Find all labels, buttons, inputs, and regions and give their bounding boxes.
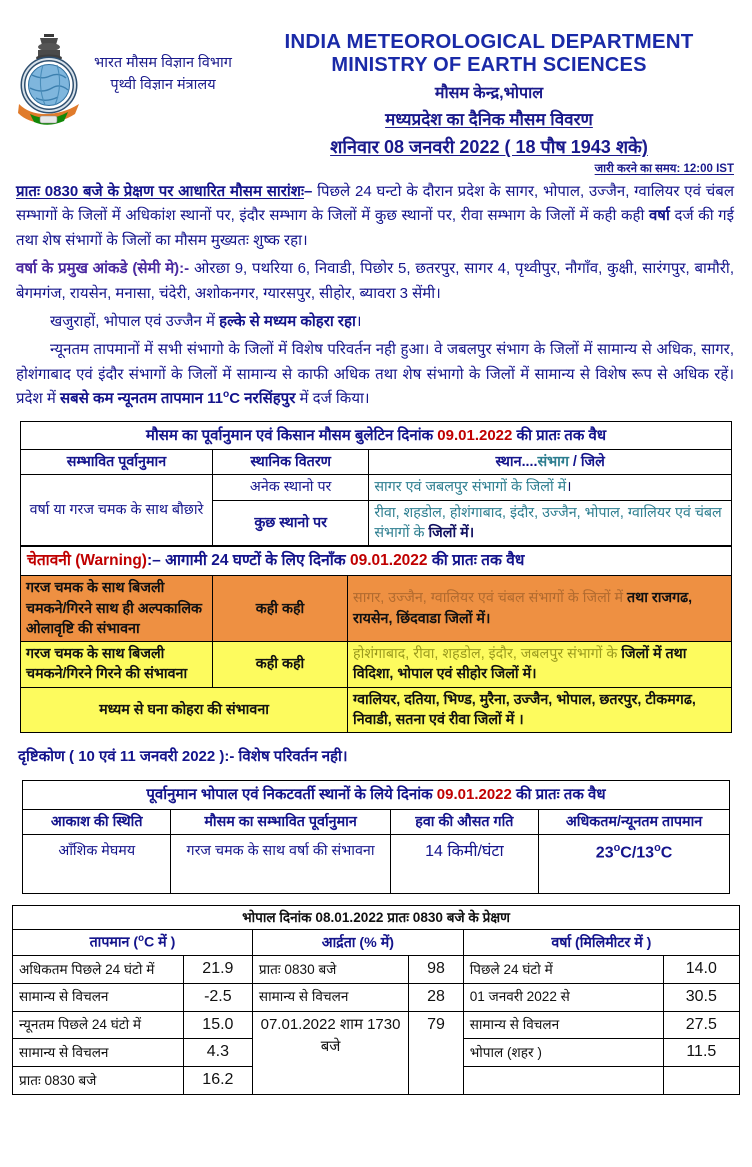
obs-rain-value-4: 11.5 — [663, 1039, 739, 1067]
bhopal-value-wind: 14 किमी/घंटा — [390, 834, 538, 893]
observations-title-row — [13, 905, 740, 929]
forecast-cell-spread-1: अनेक स्थानो पर — [212, 475, 368, 500]
obs-temp-value-1: 21.9 — [183, 956, 252, 984]
summary-bold-word: वर्षा — [648, 207, 670, 225]
observations-title — [13, 905, 740, 929]
weather-summary-label: प्रातः 0830 बजे के प्रेक्षण पर आधारित मौसम सारांशः — [16, 182, 304, 200]
obs-rain-value-1: 14.0 — [663, 956, 739, 984]
bhopal-forecast-title-row — [23, 781, 730, 809]
outlook-line — [0, 746, 752, 766]
bhopal-title-plain: पूर्वानुमान भोपाल एवं निकटवर्ती स्थानों के लिये दिनांक — [146, 786, 437, 804]
degree-sup-2: o — [654, 841, 661, 854]
obs-rain-value-3: 27.5 — [663, 1011, 739, 1039]
forecast-cell-places-2 — [369, 500, 732, 546]
obs-group-humidity: आर्द्रता (% में) — [252, 930, 463, 956]
bhopal-title-date: 09.01.2022 — [436, 786, 512, 804]
fog-note-text-2: । — [355, 312, 362, 330]
table-row — [13, 983, 740, 1011]
obs-title-plain-2: प्रातः 0830 बजे के प्रेक्षण — [383, 909, 510, 925]
table-row — [23, 834, 730, 893]
warning-phenomenon-3: मध्यम से घना कोहरा की संभावना — [21, 687, 348, 733]
warning-spread-1: कही कही — [212, 576, 347, 642]
summary-text-2: दर्ज की गई तथा शेष संभागों के जिलों का मौसम मुख्यतः शुष्क रहा। — [16, 207, 734, 249]
table-row — [21, 687, 732, 733]
warning-places-2-dark: जिलों में तथा विदिशा, भोपाल एवं सीहोर जिलों में। — [353, 646, 687, 683]
obs-title-date: 08.01.2022 — [315, 909, 384, 925]
obs-temp-label-2: सामान्य से विचलन — [13, 983, 184, 1011]
table-row — [21, 576, 732, 642]
bhopal-forecast-title — [23, 781, 730, 809]
min-temp-degree-sup: o — [222, 389, 230, 401]
obs-degree-sup: o — [138, 933, 144, 945]
obs-temp-label-4: सामान्य से विचलन — [13, 1039, 184, 1067]
observations-group-header-row — [13, 930, 740, 956]
obs-hum-value-3: 79 — [409, 1011, 464, 1094]
warning-table — [20, 546, 732, 733]
bhopal-forecast-table-wrapper — [0, 780, 752, 894]
bhopal-title-tail: की प्रातः तक वैध — [511, 786, 606, 804]
warning-spread-2: कही कही — [212, 642, 347, 688]
forecast-places-2-teal: रीवा, शहडोल, होशंगाबाद, इंदौर, उज्जैन, भोपाल, ग्वालियर एवं चंबल संभागों के — [374, 504, 722, 541]
obs-temp-value-3: 15.0 — [183, 1011, 252, 1039]
bhopal-value-temp: 23$^o$C/13$^o$C — [539, 834, 730, 893]
warning-title-text: :– आगामी 24 घण्टों के लिए दिनॉंक — [146, 552, 350, 570]
bhopal-header-sky: आकाश की स्थिति — [23, 809, 171, 834]
forecast-cell-prediction: वर्षा या गरज चमक के साथ बौछारे — [21, 475, 213, 546]
warning-phenomenon-1: गरज चमक के साथ बिजली चमकने/गिरने साथ ही अल्पकालिक ओलावृष्टि की संभावना — [21, 576, 213, 642]
obs-rain-value-5 — [663, 1066, 739, 1094]
warning-places-3: ग्वालियर, दतिया, भिण्ड, मुरैना, उज्जैन, भोपाल, छतरपुर, टीकमगढ, निवाडी, सतना एवं रीवा जिलों में । — [348, 687, 732, 733]
warning-places-1-teal: सागर, उज्जैन, ग्वालियर एवं चंबल संभागों के जिलों में — [353, 590, 627, 607]
bulletin-date: शनिवार 08 जनवरी 2022 ( 18 पौष 1943 शके) — [330, 136, 648, 157]
header-titles — [232, 30, 744, 159]
obs-temp-value-5: 16.2 — [183, 1066, 252, 1094]
obs-group-temp-tail: में ) — [154, 934, 176, 951]
document-header — [0, 0, 752, 159]
forecast-table-title — [21, 421, 732, 449]
observations-table-wrapper — [0, 905, 752, 1095]
obs-group-temperature — [13, 930, 253, 956]
warning-places-1 — [348, 576, 732, 642]
obs-rain-label-3: सामान्य से विचलन — [463, 1011, 663, 1039]
hindi-org-line-1: भारत मौसम विज्ञान विभाग — [94, 55, 232, 71]
obs-temp-label-5: प्रातः 0830 बजे — [13, 1066, 184, 1094]
obs-rain-label-4: भोपाल (शहर ) — [463, 1039, 663, 1067]
fog-note-paragraph — [16, 310, 734, 334]
obs-rain-label-5 — [463, 1066, 663, 1094]
forecast-places-1-teal: सागर एवं जबलपुर संभागों के जिलों में — [374, 479, 567, 496]
bhopal-temp-unit-1: C — [620, 844, 632, 862]
obs-temp-label-1: अधिकतम पिछले 24 घंटो में — [13, 956, 184, 984]
obs-temp-value-2: -2.5 — [183, 983, 252, 1011]
table-row — [21, 642, 732, 688]
bhopal-header-wind: हवा की औसत गति — [390, 809, 538, 834]
rainfall-figures-text: ओरछा 9, पथरिया 6, निवाडी, पिछोर 5, छतरपुर, सागर 4, पृथ्वीपुर, नौगॉंव, कुक्षी, सारंगपुर, बामौरी, बेगमगंज, रायसेन, मनासा, चंदेरी, अशोकनगर, ग्यारसपुर, सीहोर, ब्यावरा 3 सेंमी। — [16, 260, 734, 302]
bhopal-forecast-table — [22, 780, 730, 894]
forecast-places-1-dark: । — [566, 479, 572, 496]
rainfall-figures-label: वर्षा के प्रमुख आंकडे (सेमी मे):- — [16, 260, 190, 278]
issue-time: जारी करने का समय: 12:00 IST — [594, 162, 734, 175]
forecast-header-prediction: सम्भावित पूर्वानुमान — [21, 450, 213, 475]
summary-dash: – — [303, 182, 313, 200]
bhopal-value-weather: गरज चमक के साथ वर्षा की संभावना — [171, 834, 390, 893]
forecast-places-2-dark: जिलों में। — [428, 524, 475, 541]
english-ministry-name: MINISTRY OF EARTH SCIENCES — [331, 54, 647, 77]
fog-note-text-1: खजुराहों, भोपाल एवं उज्जैन में — [50, 312, 220, 330]
forecast-title-tail: की प्रातः तक वैध — [512, 426, 607, 444]
hindi-org-line-2: पृथ्वी विज्ञान मंत्रालय — [110, 77, 216, 94]
min-temp-text-2: में दर्ज किया। — [295, 390, 370, 408]
obs-title-plain-1: भोपाल दिनांक — [242, 909, 316, 925]
obs-temp-value-4: 4.3 — [183, 1039, 252, 1067]
forecast-header-spatial-distribution: स्थानिक वितरण — [212, 450, 368, 475]
forecast-table — [20, 421, 732, 546]
warning-places-2-teal: होशंगाबाद, रीवा, शहडोल, इंदौर, जबलपुर संभागों के — [353, 646, 622, 663]
obs-hum-value-1: 98 — [409, 956, 464, 984]
bhopal-forecast-header-row — [23, 809, 730, 834]
forecast-header-places: स्थान....संभाग / जिले — [369, 450, 732, 475]
obs-group-temp-unit: C — [143, 934, 155, 951]
bulletin-title: मध्यप्रदेश का दैनिक मौसम विवरण — [385, 109, 593, 129]
warning-table-title-row — [21, 547, 732, 576]
obs-group-temp-name: तापमान ( — [89, 934, 139, 951]
weather-summary-paragraph — [16, 180, 734, 253]
forecast-cell-places-1 — [369, 475, 732, 500]
forecast-table-title-row — [21, 421, 732, 449]
english-dept-name: INDIA METEOROLOGICAL DEPARTMENT — [284, 30, 694, 53]
warning-table-wrapper — [0, 546, 752, 733]
warning-places-2 — [348, 642, 732, 688]
obs-temp-label-3: न्यूनतम पिछले 24 घंटो में — [13, 1011, 184, 1039]
degree-sup-1: o — [613, 841, 621, 854]
bhopal-header-temp: अधिकतम/न्यूनतम तापमान — [539, 809, 730, 834]
bhopal-temp-min: 13 — [636, 844, 655, 862]
warning-places-1-dark: तथा राजगढ, रायसेन, छिंदवाडा जिलों में। — [353, 590, 693, 627]
table-row — [13, 956, 740, 984]
forecast-table-wrapper — [0, 421, 752, 546]
forecast-table-header-row — [21, 450, 732, 475]
obs-hum-label-2: सामान्य से विचलन — [252, 983, 408, 1011]
forecast-cell-spread-2: कुछ स्थानो पर — [212, 500, 368, 546]
min-temp-bold-1: सबसे कम न्यूनतम तापमान 11 — [60, 390, 223, 408]
weather-centre-name: मौसम केन्द्र,भोपाल — [434, 84, 544, 102]
min-temp-text-1: न्यूनतम तापमानों में सभी संभागो के जिलों में विशेष परिवर्तन नही हुआ। वे जबलपुर संभाग के जिलों में सामान्य से अधिक, सागर, होशंगाबाद एवं इंदौर संभागों के जिलों में सामान्य से काफी अधिक तथा शेष संभागो के जिलों में सामान्य से विशेष रूप से अधिक रहें। प्रदेश में — [16, 341, 734, 408]
forecast-title-date: 09.01.2022 — [437, 426, 513, 444]
obs-rain-label-2: 01 जनवरी 2022 से — [463, 983, 663, 1011]
warning-table-title — [21, 547, 732, 576]
min-temp-unit: C — [229, 390, 241, 408]
imd-emblem — [10, 30, 88, 126]
bulletin-body — [0, 180, 752, 412]
rainfall-figures-paragraph — [16, 257, 734, 306]
hindi-org-name — [88, 30, 232, 97]
obs-group-rainfall: वर्षा (मिलिमीटर में ) — [463, 930, 739, 956]
outlook-label: दृष्टिकोण ( 10 एवं 11 जनवरी 2022 ):- — [18, 748, 235, 766]
warning-title-tail: की प्रातः तक वैध — [427, 552, 525, 570]
bhopal-header-weather: मौसम का सम्भावित पूर्वानुमान — [171, 809, 390, 834]
obs-hum-label-1: प्रातः 0830 बजे — [252, 956, 408, 984]
table-row — [21, 475, 732, 500]
warning-title-label: चेतावनी (Warning) — [27, 552, 147, 570]
obs-rain-label-1: पिछले 24 घंटो में — [463, 956, 663, 984]
obs-rain-value-2: 30.5 — [663, 983, 739, 1011]
bhopal-value-sky: ऑंशिक मेघमय — [23, 834, 171, 893]
obs-hum-value-2: 28 — [409, 983, 464, 1011]
bhopal-temp-max: 23 — [595, 844, 614, 862]
warning-phenomenon-2: गरज चमक के साथ बिजली चमकने/गिरने गिरने की संभावना — [21, 642, 213, 688]
min-temp-paragraph — [16, 338, 734, 411]
fog-note-bold: हल्के से मध्यम कोहरा रहा — [219, 312, 356, 330]
obs-hum-label-3: 07.01.2022 शाम 1730 बजे — [252, 1011, 408, 1094]
table-row — [13, 1011, 740, 1039]
observations-table — [12, 905, 740, 1095]
summary-text-1: पिछले 24 घन्टो के दौरान प्रदेश के सागर, भोपाल, उज्जैन, ग्वालियर एवं चंबल सम्भागों के जिलों में अधिकांश स्थानों पर, इंदौर सम्भाग के जिलों में कुछ स्थानों पर, रीवा सम्भाग के जिलों में कही कही — [16, 182, 734, 225]
outlook-text: विशेष परिवर्तन नही। — [234, 748, 348, 766]
min-temp-station: नरसिंहपुर — [244, 390, 296, 408]
forecast-title-plain: मौसम का पूर्वानुमान एवं किसान मौसम बुलेटिन दिनांक — [145, 426, 438, 444]
bhopal-temp-unit-2: C — [660, 844, 673, 862]
warning-title-date: 09.01.2022 — [349, 552, 428, 570]
